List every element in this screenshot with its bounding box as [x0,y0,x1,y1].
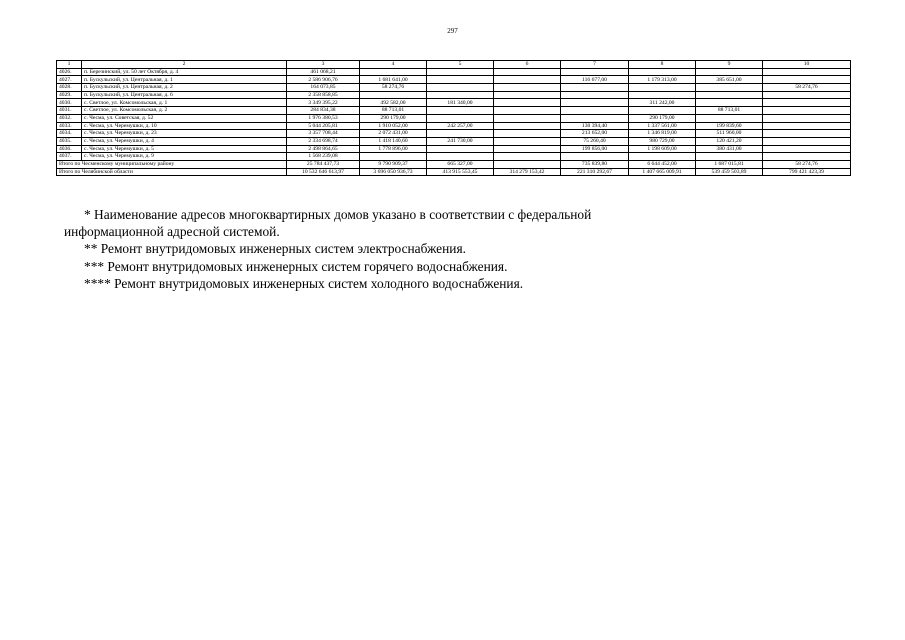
amount-cell [763,76,851,84]
table-row [57,84,851,92]
amount-cell: 1 346 819,00 [629,130,696,138]
address-cell: с. Чесма, ул. Черемушки, д. 10 [82,122,287,130]
amount-cell: 1 418 140,60 [360,137,427,145]
table-row [57,68,851,76]
amount-cell: 213 652,00 [561,130,629,138]
row-number: 4035. [57,137,82,145]
amount-cell [763,91,851,99]
amount-cell [629,68,696,76]
amount-cell: 88 713,01 [360,107,427,115]
amount-cell: 1 976 380,53 [287,114,360,122]
table-body [57,61,851,176]
total-label: Итого по Челябинской области [57,168,287,176]
row-number: 4026. [57,68,82,76]
table-row [57,137,851,145]
footnote-line: информационной адресной системой. [64,224,280,240]
amount-cell [427,68,494,76]
row-number: 4034. [57,130,82,138]
address-cell: с. Чесма, ул. Черемушки, д. 23 [82,130,287,138]
table-row [57,99,851,107]
address-cell: с. Чесма, ул. Черемушки, д. 4 [82,137,287,145]
amount-cell: 120 421,20 [696,137,763,145]
amount-cell [561,84,629,92]
amount-cell: 58 274,76 [360,84,427,92]
amount-cell [427,76,494,84]
amount-cell [696,99,763,107]
amount-cell: 284 834,38 [287,107,360,115]
table-row [57,153,851,161]
data-table [56,60,851,176]
total-amount-cell: 665 327,00 [427,160,494,168]
total-amount-cell: 314 279 153,42 [494,168,561,176]
amount-cell: 290 179,00 [629,114,696,122]
district-total-row [57,160,851,168]
amount-cell [360,91,427,99]
address-cell: с. Светлое, ул. Комсомольская, д. 2 [82,107,287,115]
amount-cell [494,99,561,107]
table-row [57,91,851,99]
amount-cell: 2 586 906,76 [287,76,360,84]
amount-cell: 3 349 395,22 [287,99,360,107]
address-cell: с. Чесма, ул. Черемушки, д. 5 [82,145,287,153]
total-amount-cell: 6 644 452,00 [629,160,696,168]
region-total-row [57,168,851,176]
amount-cell: 2 072 431,00 [360,130,427,138]
amount-cell: 2 358 858,85 [287,91,360,99]
address-cell: с. Светлое, ул. Комсомольская, д. 1 [82,99,287,107]
amount-cell [494,68,561,76]
amount-cell [629,91,696,99]
total-amount-cell: 25 784 437,73 [287,160,360,168]
amount-cell [427,91,494,99]
amount-cell [763,145,851,153]
amount-cell [629,84,696,92]
column-header: 2 [82,61,287,69]
address-cell: п. Березинский, ул. 50 лет Октября, д. 4 [82,68,287,76]
total-amount-cell: 9 790 909,37 [360,160,427,168]
amount-cell [494,76,561,84]
amount-cell [763,107,851,115]
amount-cell: 492 582,00 [360,99,427,107]
row-number: 4028. [57,84,82,92]
table-row [57,130,851,138]
row-number: 4036. [57,145,82,153]
amount-cell [763,130,851,138]
amount-cell: 181 340,00 [427,99,494,107]
amount-cell: 461 068,21 [287,68,360,76]
row-number: 4032. [57,114,82,122]
footnote-line: ** Ремонт внутридомовых инженерных систем электроснабжения. [84,241,466,257]
amount-cell [427,130,494,138]
table-header-row [57,61,851,69]
amount-cell [763,153,851,161]
amount-cell: 241 730,00 [427,137,494,145]
amount-cell: 311 242,00 [629,99,696,107]
amount-cell: 290 179,00 [360,114,427,122]
total-amount-cell: 3 696 050 936,73 [360,168,427,176]
column-header: 9 [696,61,763,69]
amount-cell: 130 394,40 [561,122,629,130]
amount-cell: 380 431,00 [696,145,763,153]
amount-cell: 75 260,40 [561,137,629,145]
total-label: Итого по Чесменскому муниципальному району [57,160,287,168]
amount-cell [427,114,494,122]
address-cell: п. Бускульский, ул. Центральная, д. 6 [82,91,287,99]
footnotes [64,206,710,292]
amount-cell: 1 568 239,08 [287,153,360,161]
amount-cell [494,130,561,138]
amount-cell [494,91,561,99]
table-row [57,145,851,153]
amount-cell: 2 498 864,65 [287,145,360,153]
amount-cell [696,91,763,99]
row-number: 4033. [57,122,82,130]
amount-cell [561,153,629,161]
amount-cell [696,153,763,161]
column-header: 8 [629,61,696,69]
address-cell: п. Бускульский, ул. Центральная, д. 2 [82,84,287,92]
address-cell: с. Чесма, ул. Советская, д. 52 [82,114,287,122]
amount-cell: 3 357 708,44 [287,130,360,138]
amount-cell: 199 839,60 [696,122,763,130]
table-row [57,76,851,84]
table-row [57,107,851,115]
total-amount-cell: 735 839,80 [561,160,629,168]
amount-cell [494,153,561,161]
amount-cell [561,114,629,122]
total-amount-cell: 10 532 646 613,97 [287,168,360,176]
amount-cell [360,153,427,161]
amount-cell: 242 257,00 [427,122,494,130]
address-cell: п. Бускульский, ул. Центральная, д. 1 [82,76,287,84]
page-number: 297 [447,27,458,35]
amount-cell [629,153,696,161]
row-number: 4029. [57,91,82,99]
total-amount-cell: 58 274,76 [763,160,851,168]
amount-cell [629,107,696,115]
amount-cell [427,145,494,153]
amount-cell [561,107,629,115]
amount-cell: 199 856,00 [561,145,629,153]
amount-cell [763,99,851,107]
amount-cell: 1 910 052,00 [360,122,427,130]
amount-cell: 116 677,00 [561,76,629,84]
table-row [57,122,851,130]
amount-cell [763,68,851,76]
amount-cell [427,153,494,161]
amount-cell [427,107,494,115]
amount-cell: 385 651,00 [696,76,763,84]
column-header: 3 [287,61,360,69]
total-amount-cell: 413 915 553,45 [427,168,494,176]
amount-cell [427,84,494,92]
row-number: 4030. [57,99,82,107]
total-amount-cell: 1 687 015,81 [696,160,763,168]
amount-cell [561,99,629,107]
row-number: 4027. [57,76,82,84]
amount-cell: 511 960,00 [696,130,763,138]
column-header: 6 [494,61,561,69]
amount-cell [494,107,561,115]
amount-cell: 1 198 609,00 [629,145,696,153]
total-amount-cell: 799 421 423,39 [763,168,851,176]
amount-cell [494,145,561,153]
total-amount-cell [494,160,561,168]
footnote-line: *** Ремонт внутридомовых инженерных систем горячего водоснабжения. [84,258,508,274]
amount-cell: 5 044 205,81 [287,122,360,130]
amount-cell [763,137,851,145]
table-row [57,114,851,122]
row-number: 4031. [57,107,82,115]
amount-cell [763,122,851,130]
amount-cell: 88 713,01 [696,107,763,115]
amount-cell [494,114,561,122]
amount-cell: 1 681 641,00 [360,76,427,84]
column-header: 4 [360,61,427,69]
amount-cell: 2 334 698,74 [287,137,360,145]
amount-cell: 58 274,76 [763,84,851,92]
footnote-line: * Наименование адресов многоквартирных домов указано в соответствии с федеральной [84,207,592,222]
amount-cell [561,68,629,76]
amount-cell: 164 073,85 [287,84,360,92]
amount-cell [494,84,561,92]
amount-cell [494,122,561,130]
address-cell: с. Чесма, ул. Черемушки, д. 9 [82,153,287,161]
footnote-line: **** Ремонт внутридомовых инженерных систем холодного водоснабжения. [84,275,524,291]
amount-cell [763,114,851,122]
column-header: 1 [57,61,82,69]
column-header: 10 [763,61,851,69]
amount-cell: 1 337 561,00 [629,122,696,130]
total-amount-cell: 539 459 503,89 [696,168,763,176]
total-amount-cell: 221 310 292,67 [561,168,629,176]
amount-cell [696,68,763,76]
amount-cell [494,137,561,145]
amount-cell [696,114,763,122]
column-header: 7 [561,61,629,69]
column-header: 5 [427,61,494,69]
amount-cell [696,84,763,92]
amount-cell [561,91,629,99]
total-amount-cell: 1 407 665 009,91 [629,168,696,176]
row-number: 4037. [57,153,82,161]
amount-cell: 1 778 896,00 [360,145,427,153]
amount-cell: 980 729,00 [629,137,696,145]
amount-cell: 1 179 313,00 [629,76,696,84]
amount-cell [360,68,427,76]
